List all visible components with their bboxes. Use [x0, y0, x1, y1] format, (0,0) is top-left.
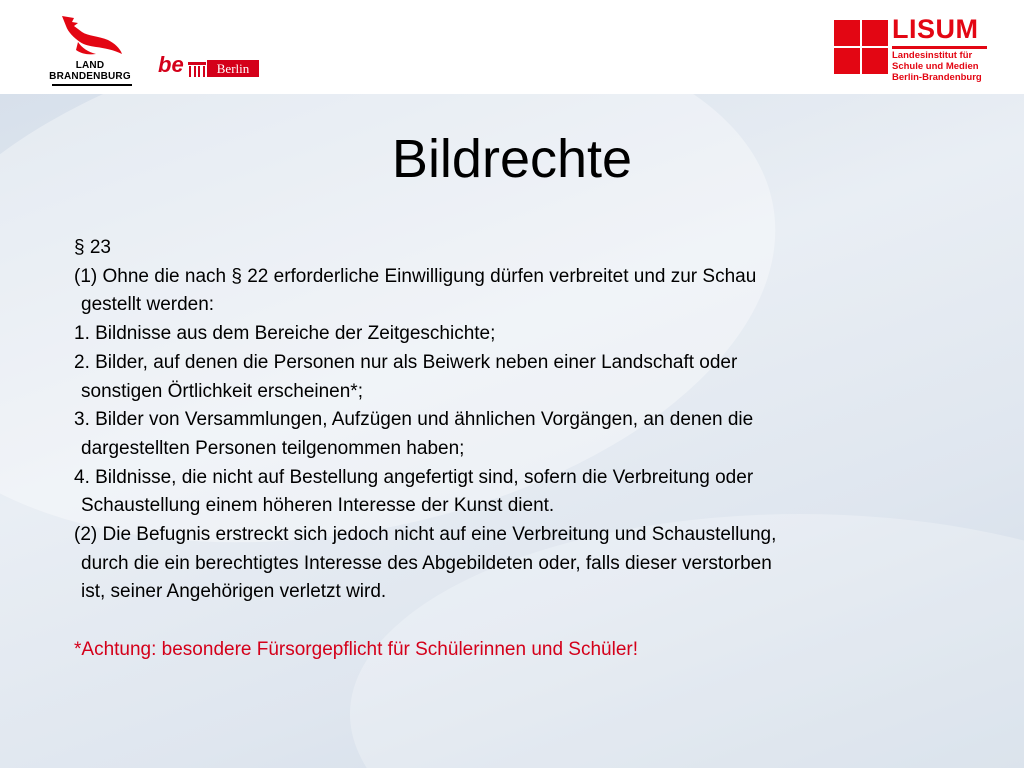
body-line: Schaustellung einem höheren Interesse der Kunst dient. [81, 495, 555, 517]
slide-body [74, 234, 994, 665]
brandenburg-gate-icon [188, 62, 206, 78]
be-berlin-logo [158, 52, 268, 82]
body-line: (2) Die Befugnis erstreckt sich jedoch nicht auf eine Verbreitung und Schaustellung, [74, 524, 777, 546]
body-line: 3. Bilder von Versammlungen, Aufzügen und ähnlichen Vorgängen, an denen die [74, 409, 754, 431]
slide-title: Bildrechte [391, 129, 633, 189]
lisum-logo [834, 14, 994, 83]
logo-lisum-sub3: Berlin-Brandenburg [892, 72, 982, 83]
body-line: dargestellten Personen teilgenommen haben; [81, 437, 465, 459]
warning-note: *Achtung: besondere Fürsorgepflicht für Schülerinnen und Schüler! [74, 638, 639, 660]
spacer [74, 607, 994, 636]
lisum-grid-icon [834, 20, 888, 74]
logo-berlin-be: be [158, 52, 184, 77]
body-line: 4. Bildnisse, die nicht auf Bestellung angefertigt sind, sofern die Verbreitung oder [74, 466, 754, 488]
logo-brandenburg-line1: LAND [75, 60, 105, 71]
logo-brandenburg-line2: BRANDENBURG [49, 71, 131, 82]
body-line: 2. Bilder, auf denen die Personen nur als Beiwerk neben einer Landschaft oder [74, 351, 738, 373]
logo-lisum-title: LISUM [892, 14, 979, 44]
body-line: 1. Bildnisse aus dem Bereiche der Zeitgeschichte; [74, 323, 496, 345]
body-line: durch die ein berechtigtes Interesse des Abgebildeten oder, falls dieser verstorben [81, 552, 772, 574]
logo-underline [52, 84, 132, 86]
land-brandenburg-logo [46, 14, 136, 86]
body-line: ist, seiner Angehörigen verletzt wird. [81, 581, 387, 603]
header-bar [0, 0, 1024, 94]
logo-berlin-text: Berlin [207, 60, 259, 77]
logo-lisum-sub1: Landesinstitut für [892, 50, 973, 61]
logo-lisum-sub2: Schule und Medien [892, 61, 979, 72]
logo-lisum-bar [892, 46, 987, 49]
eagle-icon [58, 14, 124, 60]
body-line: gestellt werden: [81, 294, 215, 316]
body-line: (1) Ohne die nach § 22 erforderliche Einwilligung dürfen verbreitet und zur Schau [74, 265, 757, 287]
paragraph-heading: § 23 [74, 237, 111, 258]
body-line: sonstigen Örtlichkeit erscheinen*; [81, 380, 363, 402]
